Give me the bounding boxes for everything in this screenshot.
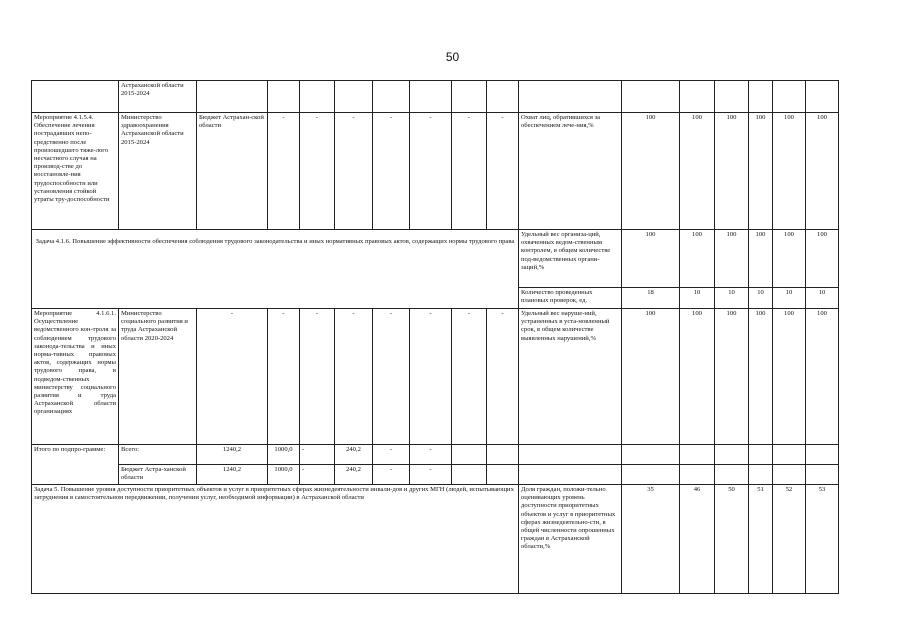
table-row-total-budget	[32, 465, 839, 485]
indicator-value-cell: 100	[806, 230, 839, 288]
task-title-cell: Задача 4.1.6. Повышение эффективности обеспечения соблюдения трудового законодательства и иных нормативных правовых актов, содержащих нормы трудового права	[32, 230, 519, 309]
indicator-value-cell: 10	[749, 288, 773, 309]
amount-cell: -	[452, 113, 487, 230]
indicator-cell: Количество проведенных плановых проверок, ед.	[519, 288, 622, 309]
total-label-cell: Итого по подпро-грамме:	[32, 445, 119, 485]
executor-cell: Министерство социального развития и труда Астраханской области 2020-2024	[119, 309, 197, 445]
total-amount-cell: -	[373, 445, 410, 465]
amount-cell: -	[487, 309, 519, 445]
indicator-value-cell: 100	[680, 230, 715, 288]
table-row-carryover	[32, 81, 839, 113]
indicator-value-cell: 100	[773, 113, 806, 230]
amount-cell: -	[268, 113, 300, 230]
amount-cell: -	[373, 113, 410, 230]
event-name-cell: Мероприятие 4.1.5.4. Обеспечение лечения пострадавших непо-средственно после произошедшего тяже-лого несчастного случая на производ-стве до восстановле-ния трудоспособности или установления стойкой утраты тру-доспособности	[32, 113, 119, 230]
indicator-value-cell: 100	[715, 230, 749, 288]
indicator-value-cell: 100	[806, 113, 839, 230]
total-amount-cell: -	[410, 465, 452, 485]
indicator-value-cell: 10	[806, 288, 839, 309]
amount-cell: -	[487, 113, 519, 230]
amount-cell: -	[410, 113, 452, 230]
indicator-value-cell: 100	[749, 230, 773, 288]
indicator-value-cell: 100	[622, 230, 680, 288]
indicator-value-cell: 52	[773, 485, 806, 594]
table-row-task-416	[32, 230, 839, 288]
indicator-value-cell: 53	[806, 485, 839, 594]
amount-cell: -	[373, 309, 410, 445]
amount-cell: -	[268, 309, 300, 445]
total-amount-cell: -	[300, 465, 335, 485]
indicator-cell: Доля граждан, положи-тельно оценивающих уровень доступности приоритетных объектов и услуг в приоритетных сферах жизнедеятельно-сти, в общей численности опрошенных граждан в Астраханской области,%	[519, 485, 622, 594]
program-table	[31, 80, 839, 594]
task-title-cell: Задача 5. Повышение уровня доступности приоритетных объектов и услуг в приоритетных сферах жизнедеятельности инвали-дов и других МГН (людей, испытывающих затруднения в самостоятельном передвижении, получении услуг, необходимой информации) в Астраханской области	[32, 485, 519, 594]
executor-cell: Астраханской области 2015-2024	[119, 81, 197, 113]
cell-empty	[32, 81, 119, 113]
indicator-value-cell: 100	[680, 309, 715, 445]
total-amount-cell: -	[373, 465, 410, 485]
page-number: 50	[445, 50, 460, 64]
indicator-value-cell: 100	[749, 113, 773, 230]
amount-cell: -	[335, 113, 373, 230]
funding-source-cell: Бюджет Астрахан-ской области	[197, 113, 268, 230]
indicator-value-cell: 100	[806, 309, 839, 445]
funding-source-cell: -	[197, 309, 268, 445]
indicator-value-cell: 10	[715, 288, 749, 309]
amount-cell: -	[335, 309, 373, 445]
indicator-cell: Удельный вес организа-ций, охваченных ведом-ственным контролем, в общем количестве под-ведомственных органи-заций,%	[519, 230, 622, 288]
total-amount-cell: 1240,2	[197, 445, 268, 465]
indicator-value-cell: 51	[749, 485, 773, 594]
amount-cell: -	[300, 309, 335, 445]
total-budget-label-cell: Бюджет Астра-ханской области	[119, 465, 197, 485]
total-amount-cell: 1000,0	[268, 445, 300, 465]
amount-cell: -	[300, 113, 335, 230]
indicator-value-cell: 100	[773, 309, 806, 445]
total-amount-cell: 240,2	[335, 445, 373, 465]
indicator-value-cell: 18	[622, 288, 680, 309]
indicator-cell: Охват лиц, обратившихся за обеспечением лече-ния,%	[519, 113, 622, 230]
indicator-value-cell: 35	[622, 485, 680, 594]
total-amount-cell: -	[300, 445, 335, 465]
indicator-value-cell: 10	[773, 288, 806, 309]
total-amount-cell: 1000,0	[268, 465, 300, 485]
total-amount-cell: 240,2	[335, 465, 373, 485]
indicator-value-cell: 50	[715, 485, 749, 594]
table-row-event-4154	[32, 113, 839, 230]
indicator-value-cell: 100	[715, 113, 749, 230]
table-row-task-5	[32, 485, 839, 594]
table-row-total-all	[32, 445, 839, 465]
indicator-value-cell: 100	[680, 113, 715, 230]
indicator-value-cell: 46	[680, 485, 715, 594]
indicator-value-cell: 100	[622, 113, 680, 230]
amount-cell: -	[410, 309, 452, 445]
indicator-value-cell: 100	[749, 309, 773, 445]
table-row-event-4161	[32, 309, 839, 445]
executor-cell: Министерство здравоохранения Астраханской области 2015-2024	[119, 113, 197, 230]
indicator-cell: Удельный вес наруше-ний, устраненных в уста-новленный срок, в общем количестве выявленных нарушений,%	[519, 309, 622, 445]
indicator-value-cell: 100	[622, 309, 680, 445]
total-amount-cell: -	[410, 445, 452, 465]
total-amount-cell: 1240,2	[197, 465, 268, 485]
total-all-label-cell: Всего:	[119, 445, 197, 465]
indicator-value-cell: 100	[715, 309, 749, 445]
indicator-value-cell: 10	[680, 288, 715, 309]
amount-cell: -	[452, 309, 487, 445]
indicator-value-cell: 100	[773, 230, 806, 288]
event-name-cell: Мероприятие 4.1.6.1. Осуществление ведомственного кон-троля за соблюдением трудового законода-тельства и иных норма-тивных правовых актов, содержащих нормы трудового права, в подведом-ственных министерству социального развития и труда Астраханской области организациях	[32, 309, 119, 445]
